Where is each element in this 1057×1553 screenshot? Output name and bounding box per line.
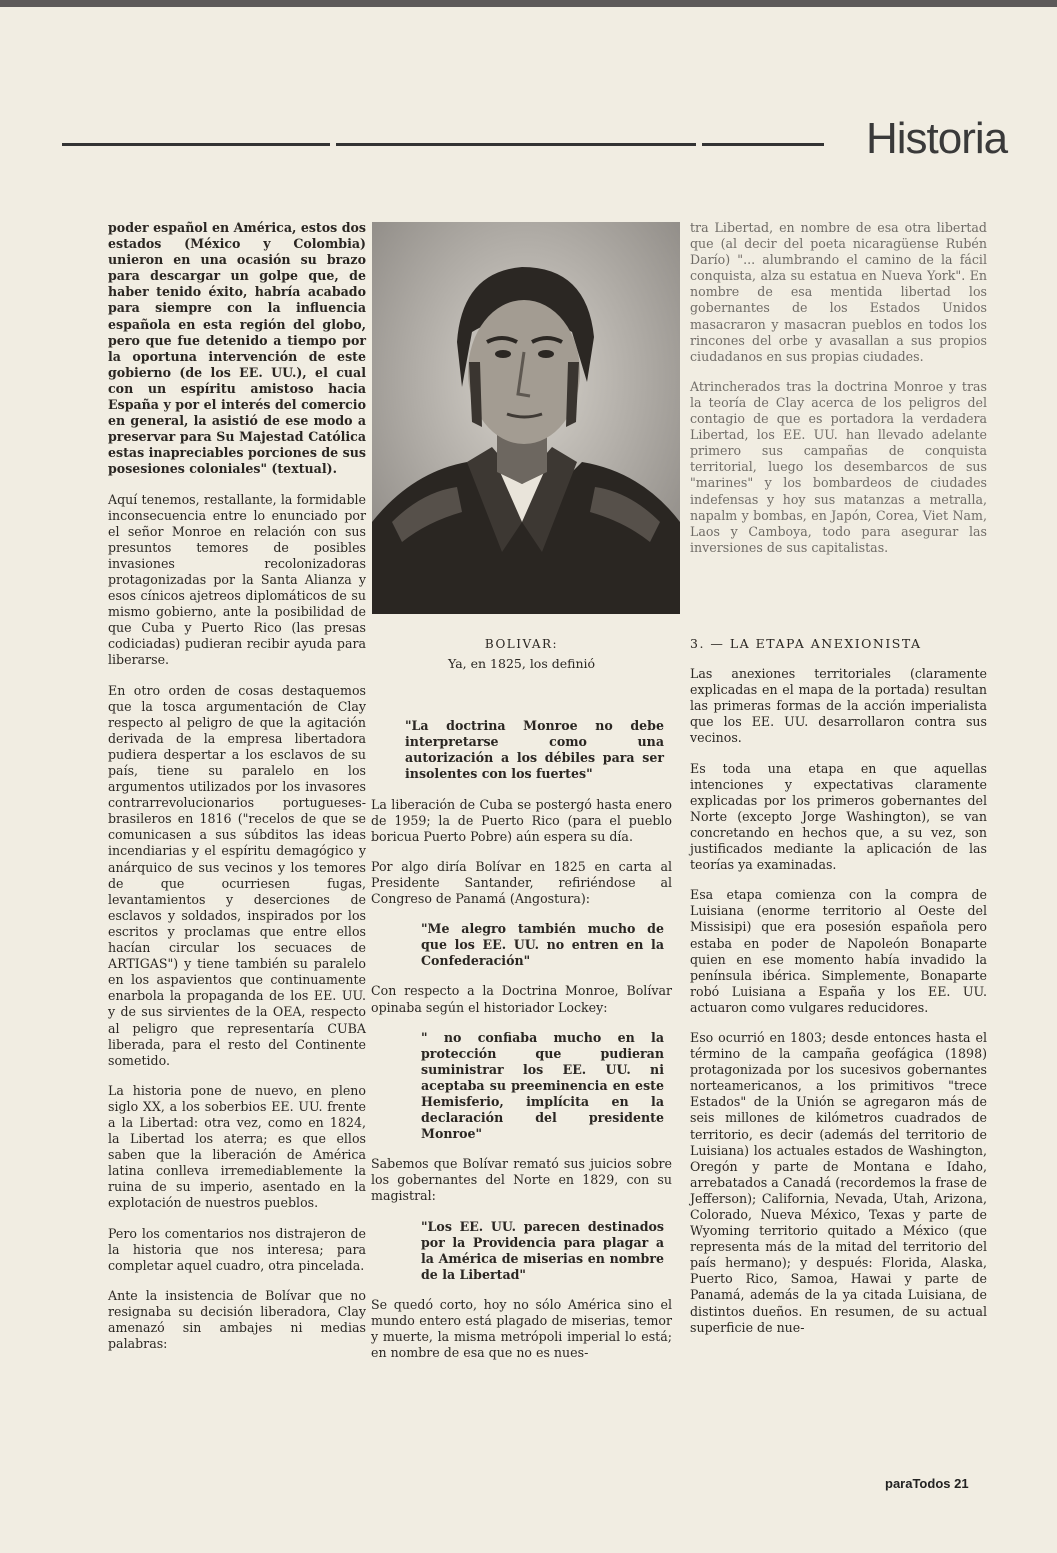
paragraph: poder español en América, estos dos estados (México y Colombia) unieron en una ocasión su brazo para descargar un golpe que, de haber tenido éxito, habría acabado para siempre con la influencia española en esta región del globo, pero que fue detenido a tiempo por la oportuna intervención de este gobierno (de los EE. UU.), el cual con un espíritu amistoso hacia España y por el interés del comercio en general, la asistió de ese modo a preservar para Su Majestad Católica estas inapreciables porciones de sus posesiones coloniales" (textual). <box>108 220 366 477</box>
paragraph: Sabemos que Bolívar remató sus juicios sobre los gobernantes del Norte en 1829, con su magistral: <box>371 1156 672 1204</box>
column-1 <box>108 220 366 1366</box>
paragraph: Atrincherados tras la doctrina Monroe y tras la teoría de Clay acerca de los peligros del contagio de que es portadora la verdadera Libertad, los EE. UU. han llevado adelante primero sus campañas de conquista territorial, luego los desembarcos de sus "marines" y los bombardeos de ciudades indefensas y hoy sus matanzas a metralla, napalm y bombas, en Japón, Corea, Viet Nam, Laos y Camboya, todo para asegurar las inversiones de sus capitalistas. <box>690 378 987 555</box>
paragraph: Aquí tenemos, restallante, la formidable inconsecuencia entre lo enunciado por el señor Monroe en relación con sus presuntos temores de posibles invasiones recolonizadoras protagonizadas por la Santa Alianza y esos cínicos ajetreos diplomáticos de su mismo gobierno, ante la posibilidad de que Cuba y Puerto Rico (las presas codiciadas) pudieran recibir ayuda para liberarse. <box>108 491 366 668</box>
paragraph: En otro orden de cosas destaquemos que la tosca argumentación de Clay respecto al peligro de que la agitación derivada de la empresa libertadora pudiera despertar a los esclavos de su país, tiene su paralelo en los argumentos utilizados por los invasores contrarrevolucionarios portugueses-brasileros en 1816 ("recelos de que se comunicasen a sus súbditos las ideas incendiarias y el espíritu demagógico y anárquico de sus vecinos y los temores de que ocurriesen fugas, levantamientos y deserciones de esclavos y soldados, inspirados por los escritos y proclamas que entre ellos hacían circular los secuaces de ARTIGAS") y tiene también su paralelo en los aspavientos que continuamente enarbola la propaganda de los EE. UU. y de sus sirvientes de la OEA, respecto al peligro que representaría CUBA liberada, para el resto del Continente sometido. <box>108 682 366 1068</box>
magazine-name: paraTodos <box>885 1476 951 1491</box>
column-2 <box>371 636 672 1375</box>
paragraph: Por algo diría Bolívar en 1825 en carta al Presidente Santander, refiriéndose al Congreso de Panamá (Angostura): <box>371 858 672 907</box>
paragraph: Ante la insistencia de Bolívar que no resignaba su decisión liberadora, Clay amenazó sin ambajes ni medias palabras: <box>108 1287 366 1352</box>
header-rule-3 <box>702 143 824 146</box>
paragraph: Se quedó corto, hoy no sólo América sino el mundo entero está plagado de miserias, temor y muerte, la misma metrópoli imperial lo está; en nombre de esa que no es nues- <box>371 1296 672 1361</box>
quote: "Me alegro también mucho de que los EE. UU. no entren en la Confederación" <box>421 921 664 969</box>
paragraph: La liberación de Cuba se postergó hasta enero de 1959; la de Puerto Rico (para el pueblo boricua Puerto Pobre) aún espera su día. <box>371 796 672 844</box>
paragraph: Eso ocurrió en 1803; desde entonces hasta el término de la campaña geofágica (1898) protagonizada por los sucesivos gobernantes norteamericanos, a los primitivos "trece Estados" de la Unión se agregaron más de seis millones de kilómetros cuadrados de territorio, es decir (además del territorio de Luisiana) los actuales estados de Washington, Oregón y parte de Montana e Idaho, arrebatados a Canadá (recordemos la frase de Jefferson); California, Nevada, Utah, Arizona, Colorado, Nueva México, Texas y parte de Wyoming territorio quitado a México (que representa más de la mitad del territorio del país hermano); y después: Florida, Alaska, Puerto Rico, Samoa, Hawai y parte de Panamá, además de la ya citada Luisiana, de distintos dueños. En resumen, de su actual superficie de nue- <box>690 1029 987 1335</box>
header-rule-1 <box>62 143 330 146</box>
section-title: Historia <box>866 114 1008 163</box>
caption-text: Ya, en 1825, los definió <box>447 656 596 672</box>
header-rule-2 <box>336 143 696 146</box>
quote: "Los EE. UU. parecen destinados por la Providencia para plagar a la América de miserias en nombre de la Libertad" <box>421 1218 664 1282</box>
caption-title: BOLIVAR: <box>484 637 559 651</box>
paragraph: Con respecto a la Doctrina Monroe, Bolívar opinaba según el historiador Lockey: <box>371 983 672 1015</box>
bolivar-portrait <box>372 222 680 614</box>
column-3-top <box>690 220 987 570</box>
paragraph: tra Libertad, en nombre de esa otra libertad que (al decir del poeta nicaragüense Rubén Darío) "... alumbrando el camino de la fácil conquista, alza su estatua en Nueva York". En nombre de esa mentida libertad los gobernantes de los Estados Unidos masacraron y masacran pueblos en todos los rincones del orbe y avasallan a sus propios ciudadanos en sus propias ciudades. <box>690 220 987 364</box>
paragraph: Esa etapa comienza con la compra de Luisiana (enorme territorio al Oeste del Missisipi) que era posesión española pero estaba en poder de Napoleón Bonaparte quien en ese momento había invadido la península ibérica. Simplemente, Bonaparte robó Luisiana a España y los EE. UU. actuaron como vulgares reducidores. <box>690 887 987 1015</box>
paragraph: Pero los comentarios nos distrajeron de la historia que nos interesa; para completar aquel cuadro, otra pincelada. <box>108 1225 366 1273</box>
top-border <box>0 0 1057 7</box>
paragraph: La historia pone de nuevo, en pleno siglo XX, a los soberbios EE. UU. frente a la Libertad: otra vez, como en 1824, la Libertad los aterra; es que ellos saben que la liberación de América latina conlleva irremediablemente la ruina de su imperio, asentado en la explotación de nuestros pueblos. <box>108 1082 366 1211</box>
column-3-bottom <box>690 636 987 1350</box>
page-number: 21 <box>954 1476 969 1491</box>
page-footer <box>885 1476 969 1491</box>
quote: " no confiaba mucho en la protección que pudieran suministrar los EE. UU. ni aceptaba su preeminencia en este Hemisferio, implícita en la declaración del presidente Monroe" <box>421 1029 664 1142</box>
paragraph: Las anexiones territoriales (claramente explicadas en el mapa de la portada) resultan las primeras formas de la acción imperialista que los EE. UU. desarrollaron contra sus vecinos. <box>690 666 987 746</box>
quote: "La doctrina Monroe no debe interpretarse como una autorización a los débiles para ser insolentes con los fuertes" <box>405 718 664 782</box>
paragraph: Es toda una etapa en que aquellas intenciones y expectativas claramente explicadas por los primeros gobernantes del Norte (excepto Jorge Washington), se van concretando en hechos que, a su vez, son justificados mediante la aplicación de las teorías ya examinadas. <box>690 760 987 873</box>
section-subhead: 3. — LA ETAPA ANEXIONISTA <box>690 636 922 651</box>
